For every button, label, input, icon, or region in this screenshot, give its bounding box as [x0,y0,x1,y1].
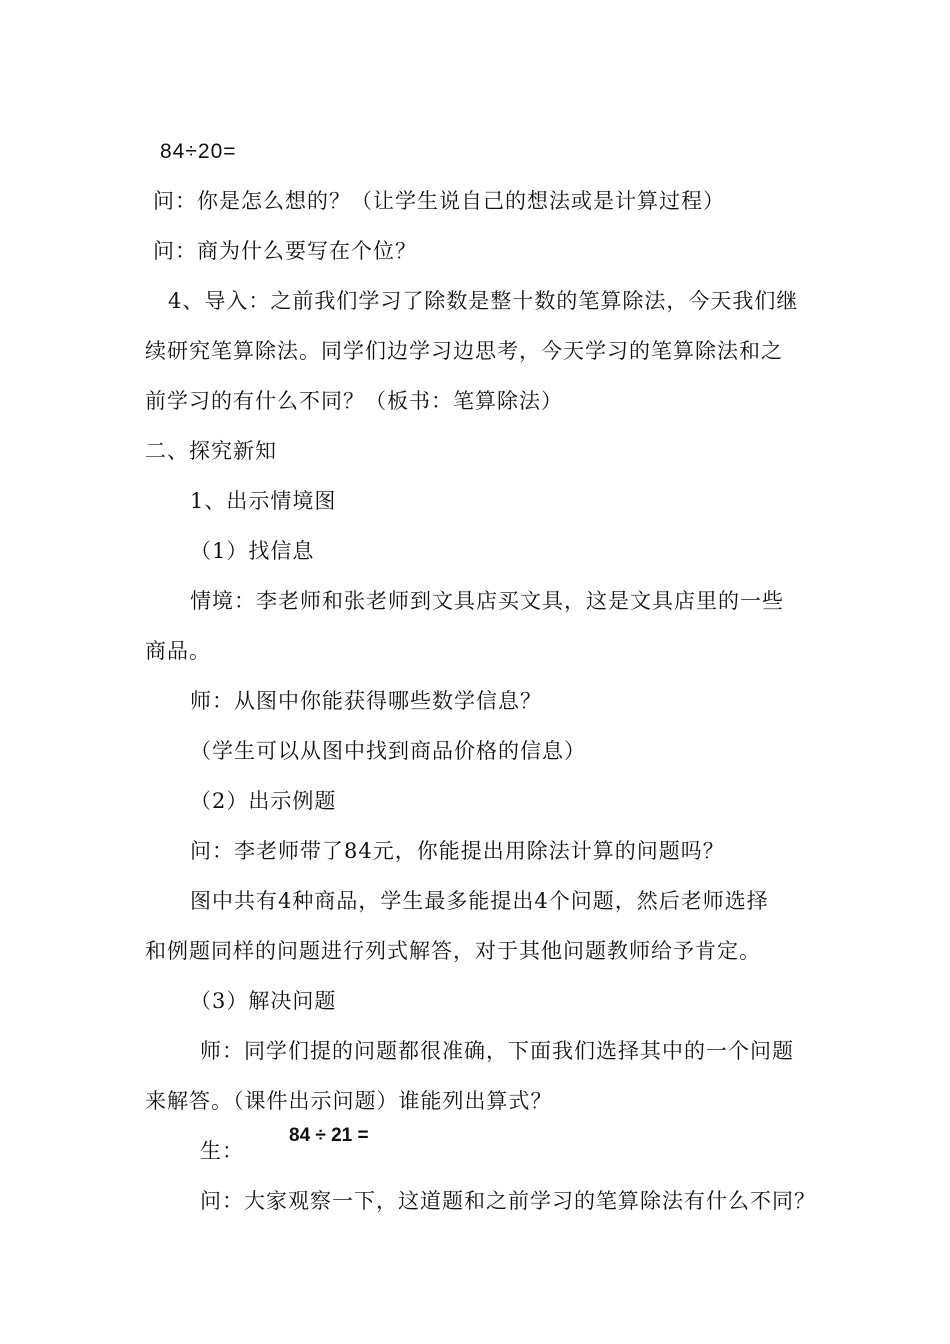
goods-paragraph-line-1: 图中共有4种商品，学生最多能提出4个问题，然后老师选择 [190,889,769,913]
teacher-question-info: 师：从图中你能获得哪些数学信息？ [190,689,542,713]
intro-paragraph-line-3: 前学习的有什么不同？（板书：笔算除法） [145,389,563,413]
student-note-price: （学生可以从图中找到商品价格的信息） [190,739,586,763]
step-solve-problem: （3）解决问题 [190,989,337,1013]
question-quotient-position: 问：商为什么要写在个位？ [153,239,417,263]
intro-paragraph-line-2: 续研究笔算除法。同学们边学习边思考，今天学习的笔算除法和之 [145,339,783,363]
question-compare-division: 问：大家观察一下，这道题和之前学习的笔算除法有什么不同？ [200,1189,816,1213]
student-label: 生： [200,1139,244,1163]
goods-paragraph-line-2: 和例题同样的问题进行列式解答，对于其他问题教师给予肯定。 [145,939,761,963]
equation-84-div-21: 84 ÷ 21 = [289,1125,369,1146]
question-84-yuan: 问：李老师带了84元，你能提出用除法计算的问题吗？ [190,839,725,863]
teacher-paragraph-line-2: 来解答。（课件出示问题）谁能列出算式？ [145,1089,553,1113]
scene-paragraph-line-2: 商品。 [145,639,211,663]
teacher-paragraph-line-1: 师：同学们提的问题都很准确，下面我们选择其中的一个问题 [200,1039,794,1063]
intro-paragraph-line-1: 4、导入：之前我们学习了除数是整十数的笔算除法，今天我们继 [168,289,799,313]
step-show-example: （2）出示例题 [190,789,337,813]
scene-paragraph-line-1: 情境：李老师和张老师到文具店买文具，这是文具店里的一些 [190,589,784,613]
subheading-show-scene: 1、出示情境图 [190,489,337,513]
step-find-info: （1）找信息 [190,539,315,563]
section-heading-explore: 二、探究新知 [145,439,277,463]
equation-84-div-20: 84÷20= [160,140,237,163]
question-how-think: 问：你是怎么想的？（让学生说自己的想法或是计算过程） [153,189,725,213]
